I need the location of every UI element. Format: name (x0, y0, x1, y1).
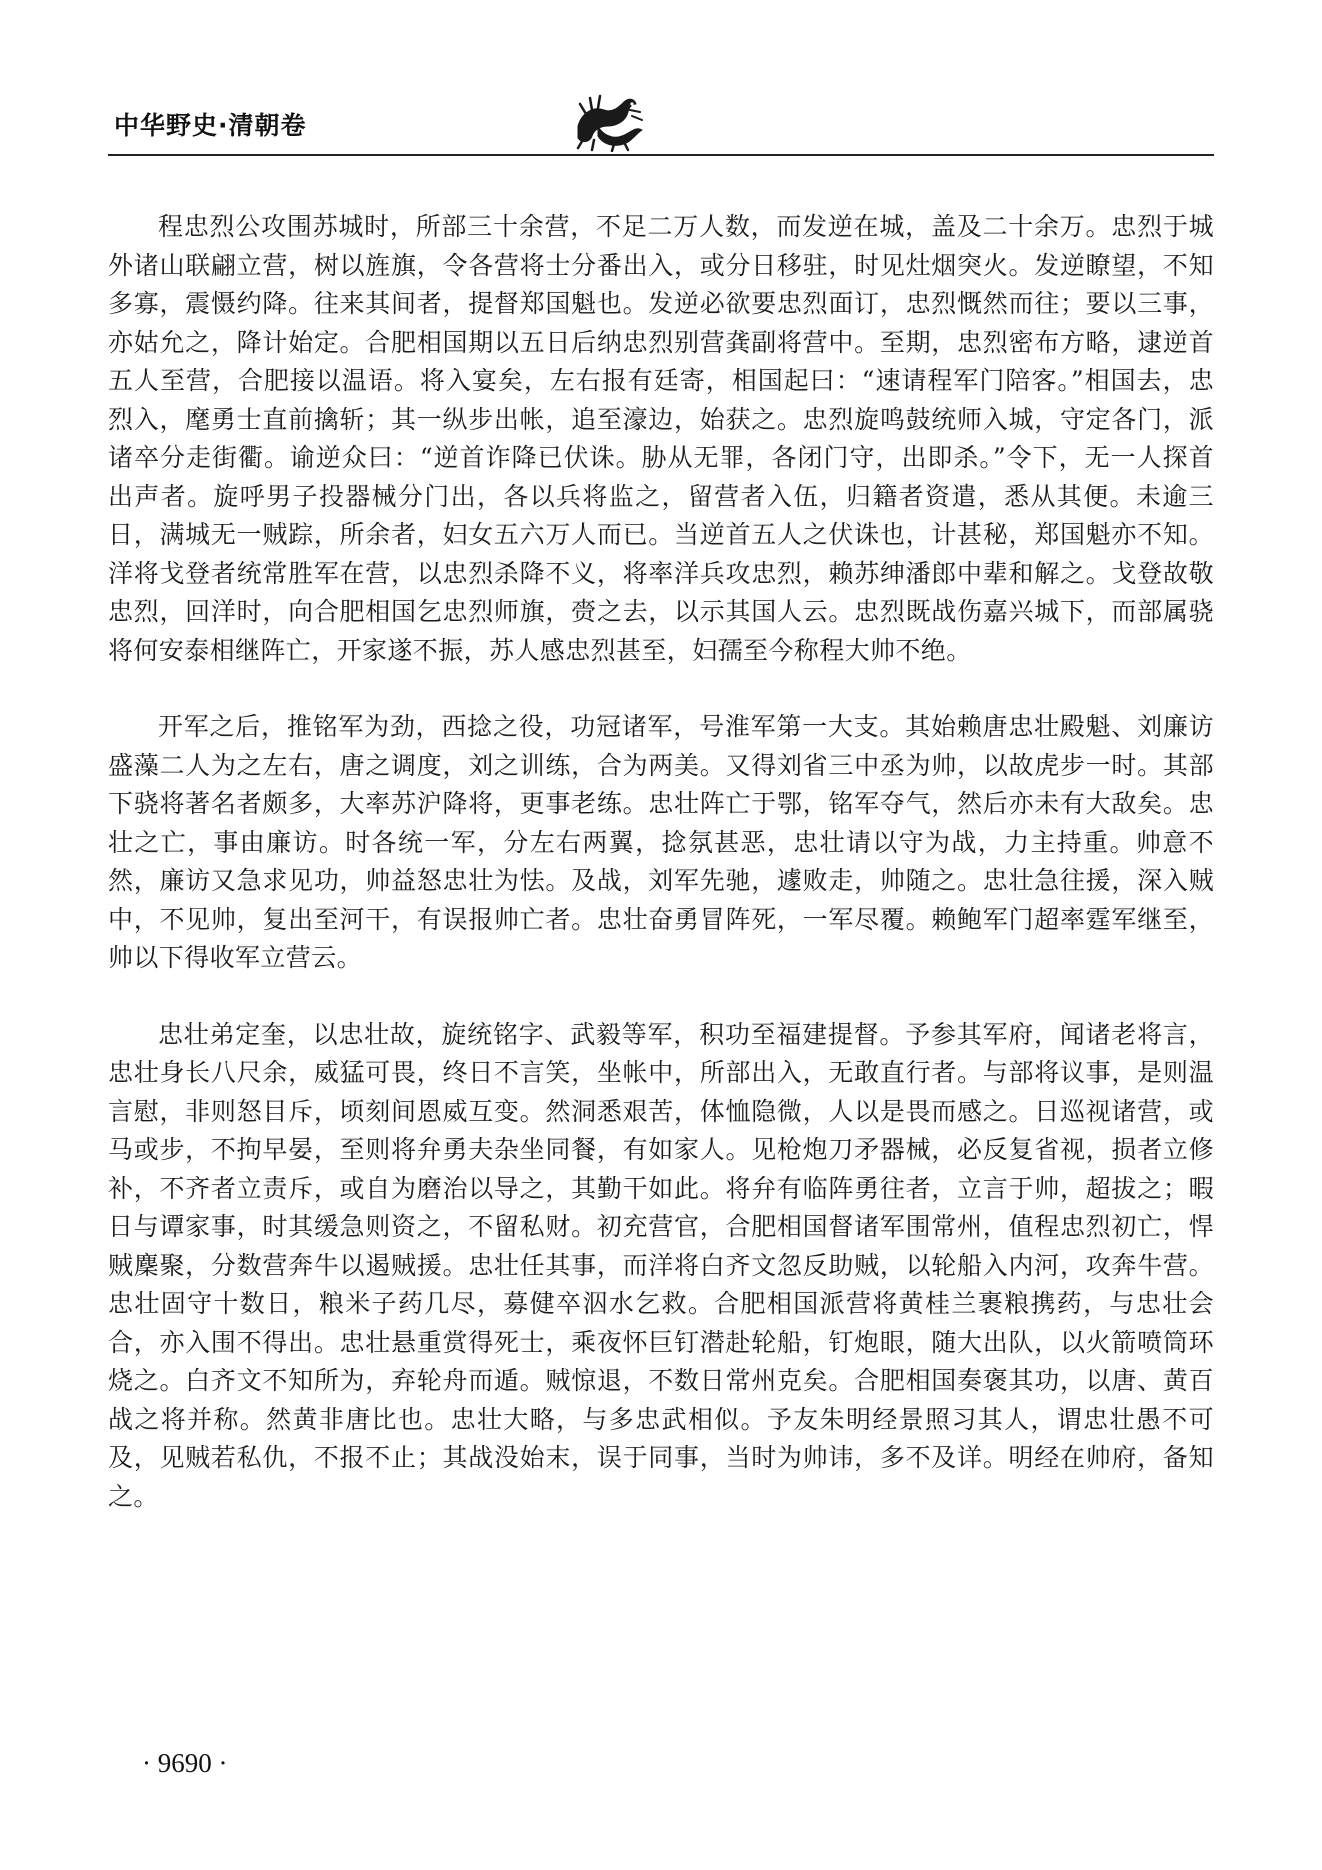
page-header (108, 86, 1214, 156)
book-title: 中华野史·清朝卷 (114, 111, 307, 140)
dragon-icon (568, 86, 648, 152)
paragraph: 开军之后，推铭军为劲，西捻之役，功冠诸军，号淮军第一大支。其始赖唐忠壮殿魁、刘廉访盛藻二人为之左右，唐之调度，刘之训练，合为两美。又得刘省三中丞为帅，以故虎步一时。其部下骁将著名者颇多，大率苏沪降将，更事老练。忠壮阵亡于鄂，铭军夺气，然后亦未有大敌矣。忠壮之亡，事由廉访。时各统一军，分左右两翼，捻氛甚恶，忠壮请以守为战，力主持重。帅意不然，廉访又急求见功，帅益怒忠壮为怯。及战，刘军先驰，遽败走，帅随之。忠壮急往援，深入贼中，不见帅，复出至河干，有误报帅亡者。忠壮奋勇冒阵死，一军尽覆。赖鲍军门超率霆军继至，帅以下得收军立营云。 (108, 712, 1214, 972)
article-body (108, 208, 1214, 1516)
page-number: · 9690 · (142, 1748, 228, 1778)
paragraph: 忠壮弟定奎，以忠壮故，旋统铭字、武毅等军，积功至福建提督。予参其军府，闻诸老将言，忠壮身长八尺余，威猛可畏，终日不言笑，坐帐中，所部出入，无敢直行者。与部将议事，是则温言慰，非则怒目斥，顷刻间恩威互变。然洞悉艰苦，体恤隐微，人以是畏而感之。日巡视诸营，或马或步，不拘早晏，至则将弁勇夫杂坐同餐，有如家人。见枪炮刀矛器械，必反复省视，损者立修补，不齐者立责斥，或自为磨治以导之，其勤干如此。将弁有临阵勇往者，立言于帅，超拔之；暇日与谭家事，时其缓急则资之，不留私财。初充营官，合肥相国督诸军围常州，值程忠烈初亡，悍贼麇聚，分数营奔牛以遏贼援。忠壮任其事，而洋将白齐文忽反助贼，以轮船入内河，攻奔牛营。忠壮固守十数日，粮米子药几尽，募健卒泅水乞救。合肥相国派营将黄桂兰裹粮携药，与忠壮会合，亦入围不得出。忠壮悬重赏得死士，乘夜怀巨钉潜赴轮船，钉炮眼，随大出队，以火箭喷筒环烧之。白齐文不知所为，弃轮舟而遁。贼惊退，不数日常州克矣。合肥相国奏褒其功，以唐、黄百战之将并称。然黄非唐比也。忠壮大略，与多忠武相似。予友朱明经景照习其人，谓忠壮愚不可及，见贼若私仇，不报不止；其战没始末，误于同事，当时为帅讳，多不及详。明经在帅府，备知之。 (108, 1019, 1214, 1511)
paragraph: 程忠烈公攻围苏城时，所部三十余营，不足二万人数，而发逆在城，盖及二十余万。忠烈于城外诸山联翩立营，树以旌旗，令各营将士分番出入，或分日移驻，时见灶烟突火。发逆瞭望，不知多寡，震慑约降。往来其间者，提督郑国魁也。发逆必欲要忠烈面订，忠烈慨然而往；要以三事，亦姑允之，降计始定。合肥相国期以五日后纳忠烈别营龚副将营中。至期，忠烈密布方略，逮逆首五人至营，合肥接以温语。将入宴矣，左右报有廷寄，相国起曰：“速请程军门陪客。”相国去，忠烈入，麾勇士直前擒斩；其一纵步出帐，追至濠边，始获之。忠烈旋鸣鼓统师入城，守定各门，派诸卒分走街衢。谕逆众曰：“逆首诈降已伏诛。胁从无罪，各闭门守，出即杀。”令下，无一人探首出声者。旋呼男子投器械分门出，各以兵将监之，留营者入伍，归籍者资遣，悉从其便。未逾三日，满城无一贼踪，所余者，妇女五六万人而已。当逆首五人之伏诛也，计甚秘，郑国魁亦不知。洋将戈登者统常胜军在营，以忠烈杀降不义，将率洋兵攻忠烈，赖苏绅潘郎中辈和解之。戈登故敬忠烈，回洋时，向合肥相国乞忠烈师旗，赍之去，以示其国人云。忠烈既战伤嘉兴城下，而部属骁将何安泰相继阵亡，开家遂不振，苏人感忠烈甚至，妇孺至今称程大帅不绝。 (108, 212, 1214, 665)
header-rule (108, 154, 1214, 156)
